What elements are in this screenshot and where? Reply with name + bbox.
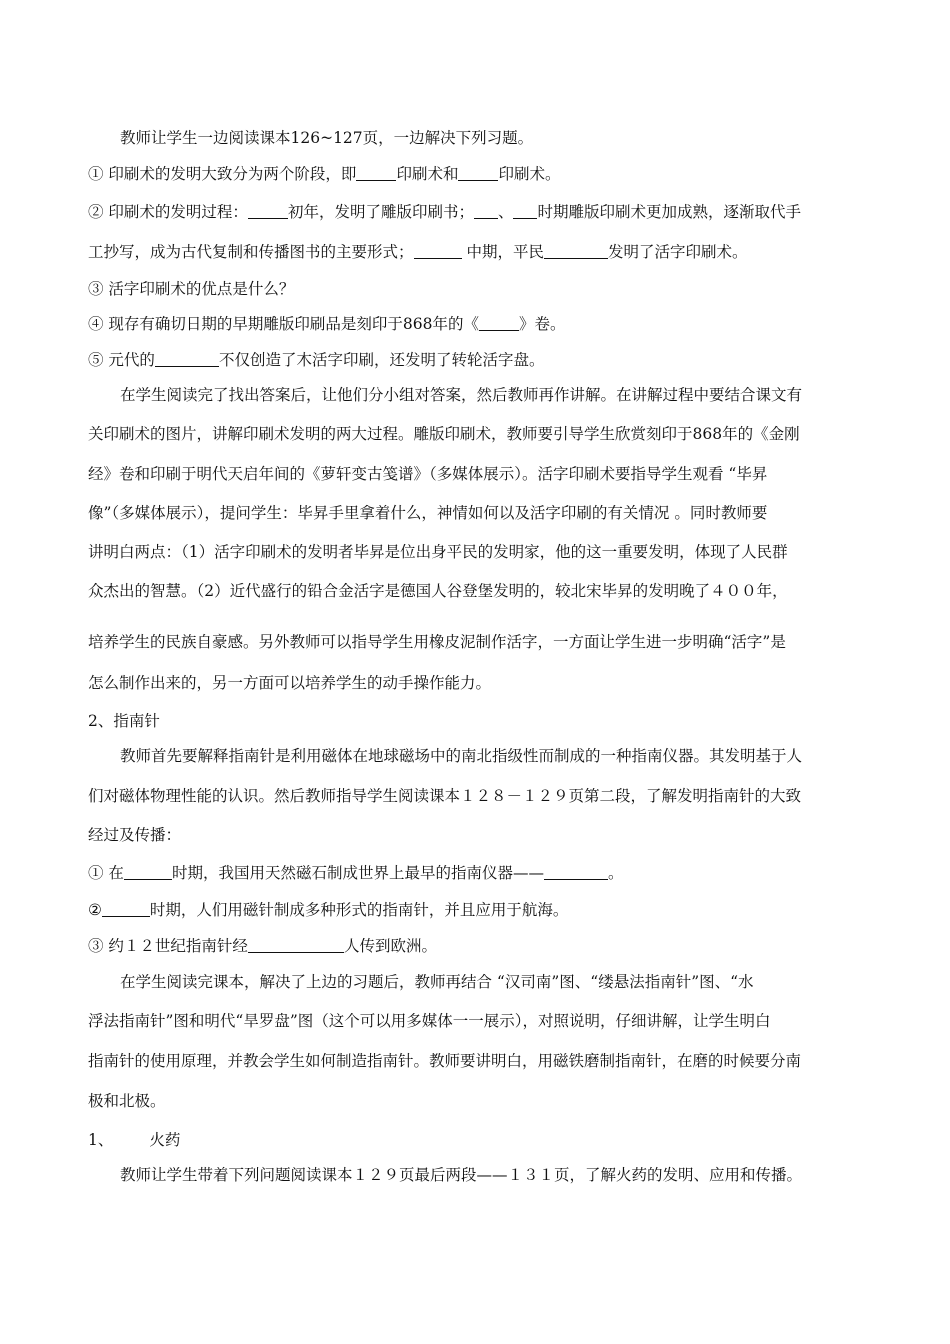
blank	[155, 351, 219, 368]
compass-question-1: ① 在 时期，我国用天然磁石制成世界上最早的指南仪器—— 。	[88, 864, 624, 882]
paragraph-line: 怎么制作出来的，另一方面可以培养学生的动手操作能力。	[88, 674, 492, 692]
question-4: ④ 现存有确切日期的早期雕版印刷品是刻印于868年的《 》卷。	[88, 315, 566, 333]
paragraph-line: 像”（多媒体展示），提问学生：毕昇手里拿着什么，神情如何以及活字印刷的有关情况 。同时教师要	[88, 504, 768, 522]
paragraph-line: 经过及传播：	[88, 826, 182, 844]
blank	[544, 864, 608, 881]
question-2: ② 印刷术的发明过程： 初年，发明了雕版印刷书； 、 时期雕版印刷术更加成熟，逐渐取代手	[88, 203, 801, 221]
blank	[102, 901, 150, 918]
paragraph-line: 们对磁体物理性能的认识。然后教师指导学生阅读课本１２８－１２９页第二段，了解发明指南针的大致	[88, 787, 802, 805]
paragraph-line: 众杰出的智慧。（2）近代盛行的铅合金活字是德国人谷登堡发明的，较北宋毕昇的发明晚了４００年，	[88, 582, 788, 600]
blank	[544, 243, 608, 260]
compass-question-3: ③ 约１２世纪指南针经 人传到欧洲。	[88, 937, 437, 955]
paragraph-line: 在学生阅读完课本，解决了上边的习题后，教师再结合 “汉司南”图、“缕悬法指南针”图、“水	[120, 973, 754, 991]
blank	[458, 165, 498, 182]
section1-intro: 教师让学生一边阅读课本126~127页，一边解决下列习题。	[120, 129, 534, 147]
blank	[248, 937, 344, 954]
blank	[124, 864, 172, 881]
paragraph-line: 浮法指南针”图和明代“旱罗盘”图（这个可以用多媒体一一展示），对照说明，仔细讲解，让学生明白	[88, 1012, 771, 1030]
question-2-cont: 工抄写，成为古代复制和传播图书的主要形式； 中期，平民 发明了活字印刷术。	[88, 243, 748, 261]
question-5: ⑤ 元代的 不仅创造了木活字印刷，还发明了转轮活字盘。	[88, 351, 545, 369]
paragraph-line: 指南针的使用原理，并教会学生如何制造指南针。教师要讲明白，用磁铁磨制指南针，在磨的时候要分南	[88, 1052, 802, 1070]
blank	[474, 203, 498, 220]
paragraph-line: 极和北极。	[88, 1092, 166, 1110]
blank	[414, 243, 462, 260]
blank	[356, 165, 396, 182]
paragraph-line: 教师让学生带着下列问题阅读课本１２９页最后两段——１３１页，了解火药的发明、应用和传播。	[120, 1166, 803, 1184]
paragraph-line: 在学生阅读完了找出答案后，让他们分小组对答案，然后教师再作讲解。在讲解过程中要结合课文有	[120, 386, 803, 404]
section-heading-gunpowder: 1、 火药	[88, 1131, 181, 1149]
paragraph-line: 教师首先要解释指南针是利用磁体在地球磁场中的南北指级性而制成的一种指南仪器。其发明基于人	[120, 747, 803, 765]
question-1: ① 印刷术的发明大致分为两个阶段，即 印刷术和 印刷术。	[88, 165, 561, 183]
question-3: ③ 活字印刷术的优点是什么？	[88, 280, 295, 298]
paragraph-line: 讲明白两点：（1）活字印刷术的发明者毕昇是位出身平民的发明家，他的这一重要发明，体现了人民群	[88, 543, 788, 561]
paragraph-line: 经》卷和印刷于明代天启年间的《萝轩变古笺谱》（多媒体展示）。活字印刷术要指导学生观看 “毕昇	[88, 465, 768, 483]
blank	[479, 315, 519, 332]
paragraph-line: 培养学生的民族自豪感。另外教师可以指导学生用橡皮泥制作活字，一方面让学生进一步明确“活字”是	[88, 633, 786, 651]
section-heading-compass: 2、指南针	[88, 712, 160, 730]
compass-question-2: ② 时期，人们用磁针制成多种形式的指南针，并且应用于航海。	[88, 901, 569, 919]
blank	[513, 203, 537, 220]
paragraph-line: 关印刷术的图片，讲解印刷术发明的两大过程。雕版印刷术，教师要引导学生欣赏刻印于868年的《金刚	[88, 425, 800, 443]
blank	[248, 203, 288, 220]
